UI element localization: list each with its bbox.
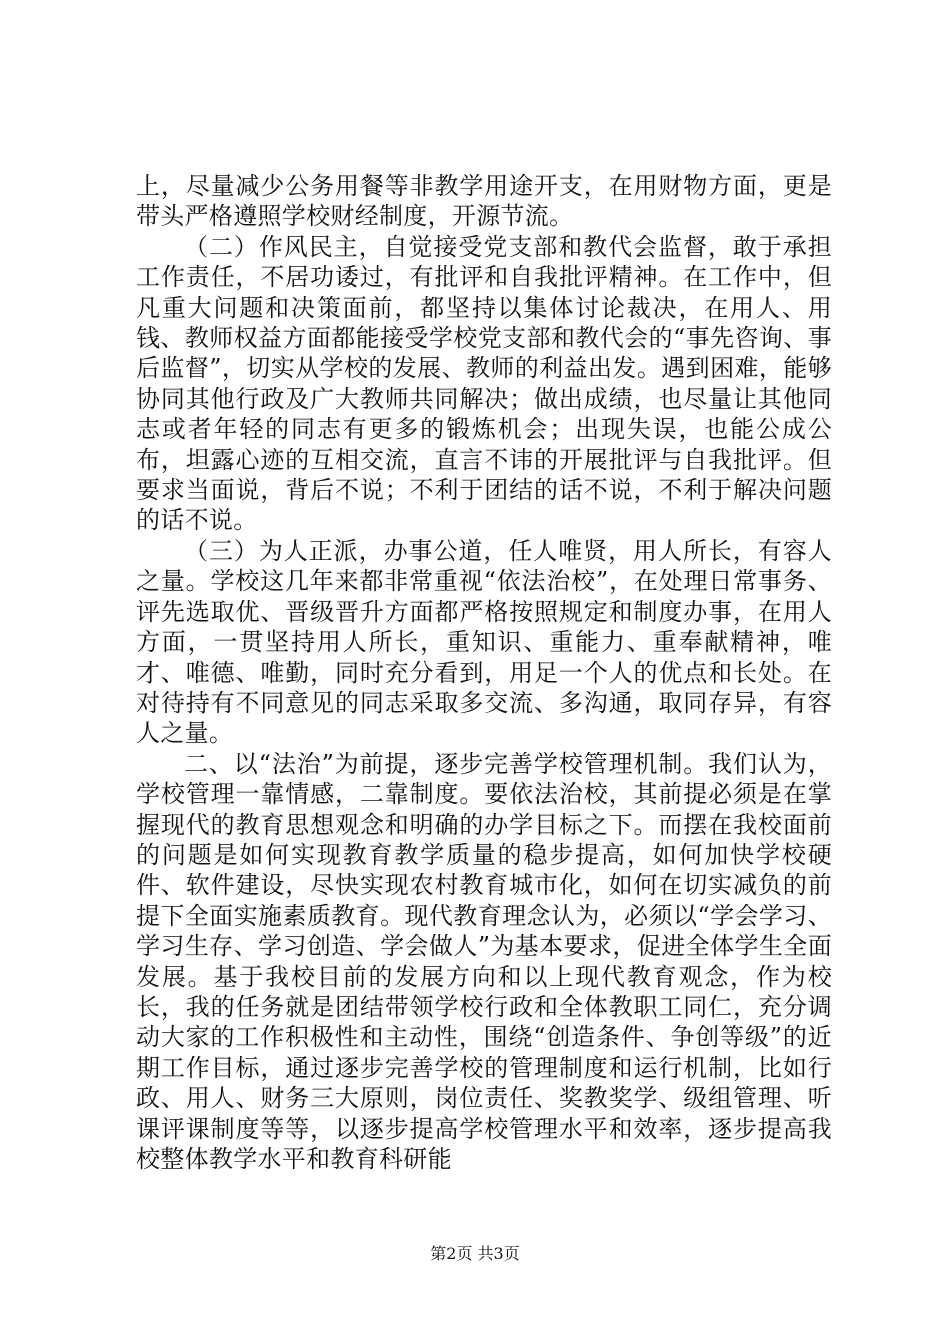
paragraph-continuation: 上，尽量减少公务用餐等非教学用途开支，在用财物方面，更是带头严格遵照学校财经制度，开源节流。 [136, 172, 832, 231]
page-footer [0, 1244, 950, 1264]
paragraph-integrity: （三）为人正派，办事公道，任人唯贤，用人所长，有容人之量。学校这几年来都非常重视“依法治校”，在处理日常事务、评先选取优、晋级晋升方面都严格按照规定和制度办事，在用人方面，一贯坚持用人所长，重知识、重能力、重奉献精神，唯才、唯德、唯勤，同时充分看到，用足一个人的优点和长处。在对待持有不同意见的同志采取多交流、多沟通，取同存异，有容人之量。 [136, 536, 832, 748]
document-body [136, 171, 832, 1174]
paragraph-rule-of-law: 二、以“法治”为前提，逐步完善学校管理机制。我们认为，学校管理一靠情感，二靠制度。要依法治校，其前提必须是在掌握现代的教育思想观念和明确的办学目标之下。而摆在我校面前的问题是如何实现教育教学质量的稳步提高，如何加快学校硬件、软件建设，尽快实现农村教育城市化，如何在切实减负的前提下全面实施素质教育。现代教育理念认为，必须以“学会学习、学习生存、学习创造、学会做人”为基本要求，促进全体学生全面发展。基于我校目前的发展方向和以上现代教育观念，作为校长，我的任务就是团结带领学校行政和全体教职工同仁，充分调动大家的工作积极性和主动性，围绕“创造条件、争创等级”的近期工作目标，通过逐步完善学校的管理制度和运行机制，比如行政、用人、财务三大原则，岗位责任、奖教奖学、级组管理、听课评课制度等等，以逐步提高学校管理水平和效率，逐步提高我校整体教学水平和教育科研能 [136, 749, 832, 1173]
page-number-label: 第2页 共3页 [430, 1244, 520, 1263]
paragraph-democratic-style: （二）作风民主，自觉接受党支部和教代会监督，敢于承担工作责任，不居功诿过，有批评和自我批评精神。在工作中，但凡重大问题和决策面前，都坚持以集体讨论裁决，在用人、用钱、教师权益方面都能接受学校党支部和教代会的“事先咨询、事后监督”，切实从学校的发展、教师的利益出发。遇到困难，能够协同其他行政及广大教师共同解决；做出成绩，也尽量让其他同志或者年轻的同志有更多的锻炼机会；出现失误，也能公成公布，坦露心迹的互相交流，直言不讳的开展批评与自我批评。但要求当面说，背后不说；不利于团结的话不说，不利于解决问题的话不说。 [136, 232, 832, 535]
